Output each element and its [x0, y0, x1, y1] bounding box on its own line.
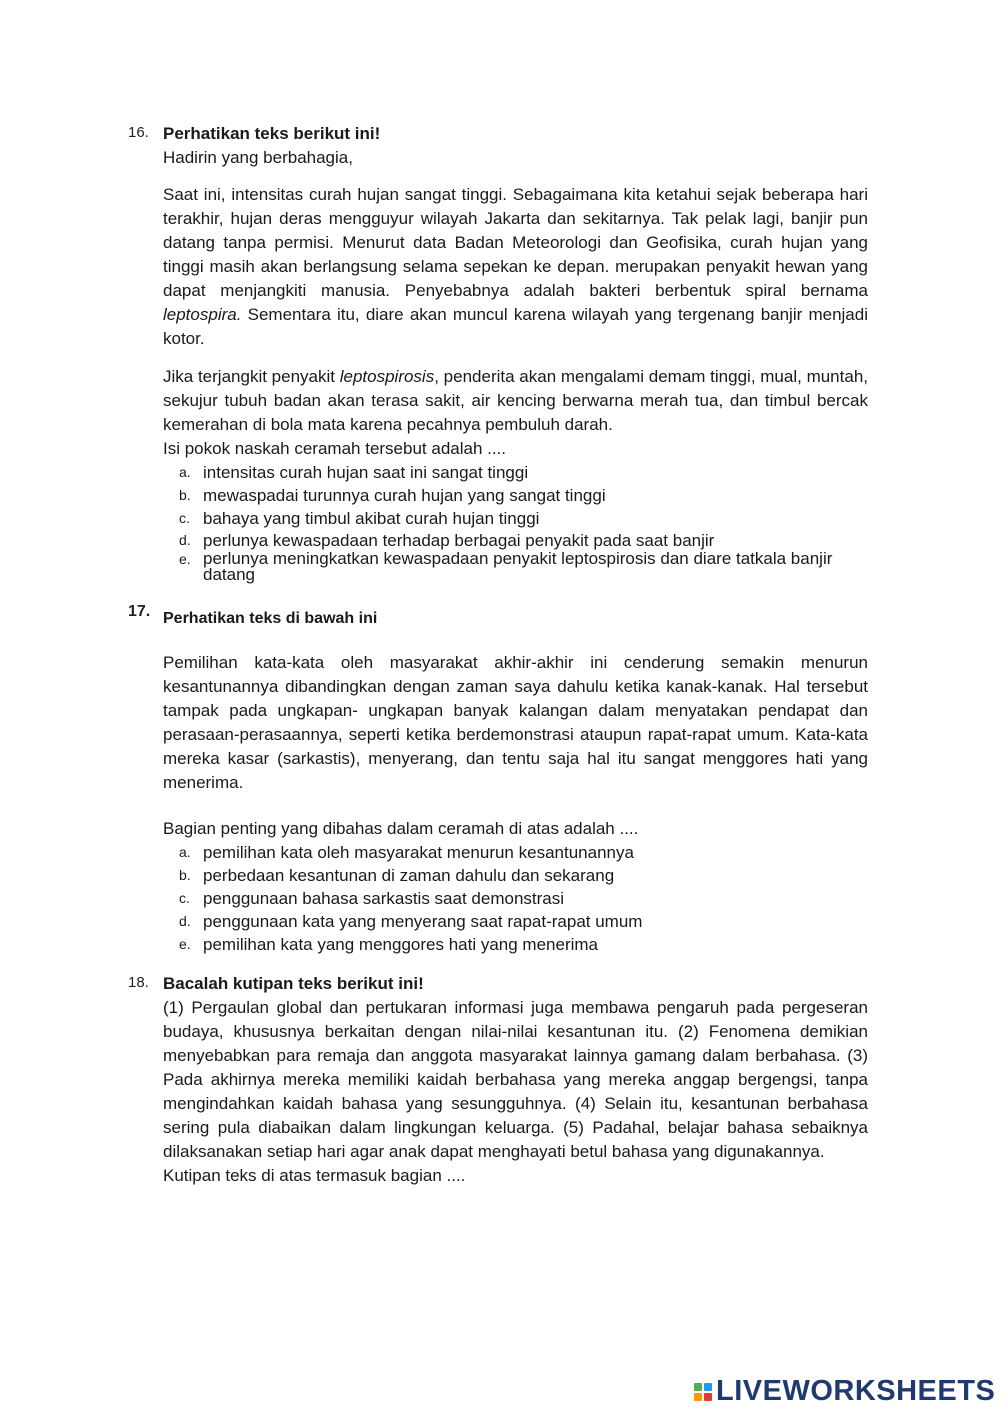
question-text: Kutipan teks di atas termasuk bagian .... [163, 1166, 466, 1185]
option-b[interactable]: b. mewaspadai turunnya curah hujan yang sangat tinggi [179, 486, 606, 505]
question-18 [128, 972, 868, 1188]
question-title: Perhatikan teks di bawah ini [163, 610, 378, 627]
option-e[interactable]: e. pemilihan kata yang menggores hati yang menerima [179, 935, 599, 954]
option-a[interactable]: a. pemilihan kata oleh masyarakat menurun kesantunannya [179, 843, 634, 862]
option-c[interactable]: c. bahaya yang timbul akibat curah hujan tinggi [179, 509, 540, 528]
question-title: Perhatikan teks berikut ini! [163, 124, 381, 143]
greeting: Hadirin yang berbahagia, [163, 148, 353, 167]
paragraph: Pemilihan kata-kata oleh masyarakat akhir-akhir ini cenderung semakin menurun kesantunannya dibandingkan dengan zaman saya dahulu ketika kanak-kanak. Hal tersebut tampak pada ungkapan- ungkapan banyak kalangan dalam menyatakan pendapat dan perasaan-perasaannya, seperti ketika berdemonstrasi ataupun rapat-rapat umum. Kata-kata mereka kasar (sarkastis), menyerang, dan tentu saja hal itu sangat menggores hati yang menerima. [163, 653, 868, 792]
paragraph-2: Jika terjangkit penyakit leptospirosis, penderita akan mengalami demam tinggi, mual, muntah, sekujur tubuh badan akan terasa sakit, air kencing berwarna merah tua, dan timbul bercak kemerahan di bola mata karena pecahnya pembuluh darah. [163, 367, 868, 434]
logo-blocks-icon [694, 1383, 712, 1401]
option-b[interactable]: b. perbedaan kesantunan di zaman dahulu dan sekarang [179, 866, 615, 885]
logo-block [694, 1383, 702, 1391]
question-text: Isi pokok naskah ceramah tersebut adalah .... [163, 439, 507, 458]
question-number: 17. [128, 603, 151, 620]
answer-options [163, 461, 868, 583]
option-a[interactable]: a. intensitas curah hujan saat ini sangat tinggi [179, 463, 529, 482]
logo-text: LIVEWORKSHEETS [716, 1375, 996, 1407]
logo-block [704, 1393, 712, 1401]
question-number: 18. [128, 974, 149, 991]
option-c[interactable]: c. penggunaan bahasa sarkastis saat demonstrasi [179, 889, 565, 908]
option-d[interactable]: d. perlunya kewaspadaan terhadap berbagai penyakit pada saat banjir [179, 531, 715, 550]
paragraph-1: Saat ini, intensitas curah hujan sangat tinggi. Sebagaimana kita ketahui sejak beberapa hari terakhir, hujan deras mengguyur wilayah Jakarta dan sekitarnya. Tak pelak lagi, banjir pun datang tanpa permisi. Menurut data Badan Meteorologi dan Geofisika, curah hujan yang tinggi masih akan berlangsung selama sepekan ke depan. merupakan penyakit hewan yang dapat menjangkiti manusia. Penyebabnya adalah bakteri berbentuk spiral bernama leptospira. Sementara itu, diare akan muncul karena wilayah yang tergenang banjir menjadi kotor. [163, 185, 868, 348]
question-text: Bagian penting yang dibahas dalam ceramah di atas adalah .... [163, 819, 639, 838]
logo-block [694, 1393, 702, 1401]
question-17 [128, 603, 868, 956]
liveworksheets-logo [694, 1375, 995, 1408]
answer-options [163, 841, 868, 956]
option-e[interactable]: e. perlunya meningkatkan kewaspadaan penyakit leptospirosis dan diare tatkala banjir datang [179, 549, 833, 584]
logo-block [704, 1383, 712, 1391]
option-d[interactable]: d. penggunaan kata yang menyerang saat rapat-rapat umum [179, 912, 643, 931]
question-title: Bacalah kutipan teks berikut ini! [163, 974, 424, 993]
question-number: 16. [128, 124, 149, 141]
paragraph: (1) Pergaulan global dan pertukaran informasi juga membawa pengaruh pada pergeseran budaya, khususnya berkaitan dengan nilai-nilai kesantunan itu. (2) Fenomena demikian menyebabkan para remaja dan anggota masyarakat lainnya gamang dalam berbahasa. (3) Pada akhirnya mereka memiliki kaidah berbahasa yang mereka anggap bergengsi, tanpa mengindahkan kaidah bahasa yang sesungguhnya. (4) Selain itu, kesantunan berbahasa sering pula diabaikan dalam lingkungan keluarga. (5) Padahal, belajar bahasa sebaiknya dilaksanakan setiap hari agar anak dapat menghayati betul bahasa yang digunakannya. [163, 998, 868, 1161]
question-16 [128, 122, 868, 583]
